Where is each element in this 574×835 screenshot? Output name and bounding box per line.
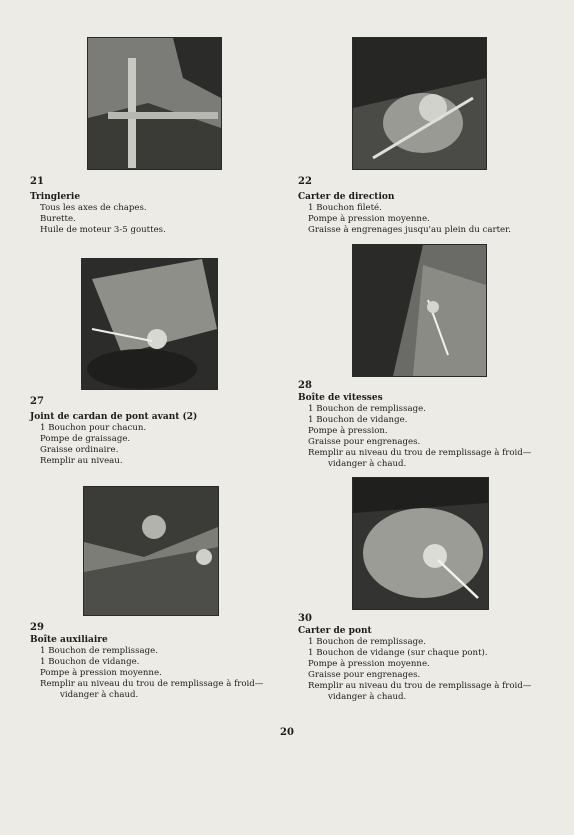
instruction-line: Remplir au niveau. xyxy=(40,456,123,466)
instruction-line: Huile de moteur 3-5 gouttes. xyxy=(40,225,166,235)
section-title: Boîte de vitesses xyxy=(298,393,383,403)
section-22 xyxy=(298,176,548,236)
instruction-line: Pompe à pression moyenne. xyxy=(308,214,430,224)
instruction-line: Remplir au niveau du trou de remplissage à froid— xyxy=(308,448,532,458)
section-number: 28 xyxy=(298,380,312,391)
instruction-line: 1 Bouchon de remplissage. xyxy=(308,637,426,647)
instruction-line-continued xyxy=(30,690,270,701)
instruction-line: Remplir au niveau du trou de remplissage à froid— xyxy=(308,681,532,691)
instruction-line: Pompe à pression. xyxy=(308,426,388,436)
instruction-line: Pompe de graissage. xyxy=(40,434,131,444)
section-27 xyxy=(30,396,270,467)
photo-transfer-box xyxy=(83,486,219,616)
instruction-line: Graisse pour engrenages. xyxy=(308,437,421,447)
instruction-line-continued xyxy=(298,692,548,703)
photo-front-axle-joint xyxy=(81,258,218,390)
instruction-line: 1 Bouchon pour chacun. xyxy=(40,423,147,433)
instruction-line: 1 Bouchon fileté. xyxy=(308,203,382,213)
section-title: Tringlerie xyxy=(30,192,81,202)
instruction-line: Graisse à engrenages jusqu'au plein du carter. xyxy=(308,225,512,235)
section-number: 27 xyxy=(30,396,44,407)
instruction-line: 1 Bouchon de vidange (sur chaque pont). xyxy=(308,648,488,658)
instruction-line: Burette. xyxy=(40,214,76,224)
section-number: 30 xyxy=(298,613,312,624)
section-number: 29 xyxy=(30,622,44,633)
section-28 xyxy=(298,380,548,470)
section-title: Joint de cardan de pont avant (2) xyxy=(30,412,198,422)
continuation-text: vidanger à chaud. xyxy=(60,690,139,700)
instruction-line: 1 Bouchon de remplissage. xyxy=(40,646,158,656)
photo-steering-box xyxy=(352,37,487,170)
photo-gearbox xyxy=(352,244,487,377)
continuation-text: vidanger à chaud. xyxy=(328,459,407,469)
instruction-line: Pompe à pression moyenne. xyxy=(308,659,430,669)
instruction-line: Pompe à pression moyenne. xyxy=(40,668,162,678)
photo-linkage xyxy=(87,37,222,170)
section-number: 22 xyxy=(298,176,312,187)
instruction-line: Graisse ordinaire. xyxy=(40,445,119,455)
section-29 xyxy=(30,622,270,701)
instruction-line: 1 Bouchon de remplissage. xyxy=(308,404,426,414)
instruction-line: 1 Bouchon de vidange. xyxy=(40,657,140,667)
instruction-line: 1 Bouchon de vidange. xyxy=(308,415,408,425)
page-number: 20 xyxy=(280,727,294,738)
section-number: 21 xyxy=(30,176,44,187)
instruction-line: Remplir au niveau du trou de remplissage à froid— xyxy=(40,679,264,689)
section-title: Boîte auxiliaire xyxy=(30,635,108,645)
section-title: Carter de pont xyxy=(298,626,372,636)
photo-axle-housing xyxy=(352,477,489,610)
instruction-line: Tous les axes de chapes. xyxy=(40,203,147,213)
section-21 xyxy=(30,176,270,236)
instruction-line: Graisse pour engrenages. xyxy=(308,670,421,680)
section-title: Carter de direction xyxy=(298,192,395,202)
section-30 xyxy=(298,613,548,703)
continuation-text: vidanger à chaud. xyxy=(328,692,407,702)
instruction-line-continued xyxy=(298,459,548,470)
